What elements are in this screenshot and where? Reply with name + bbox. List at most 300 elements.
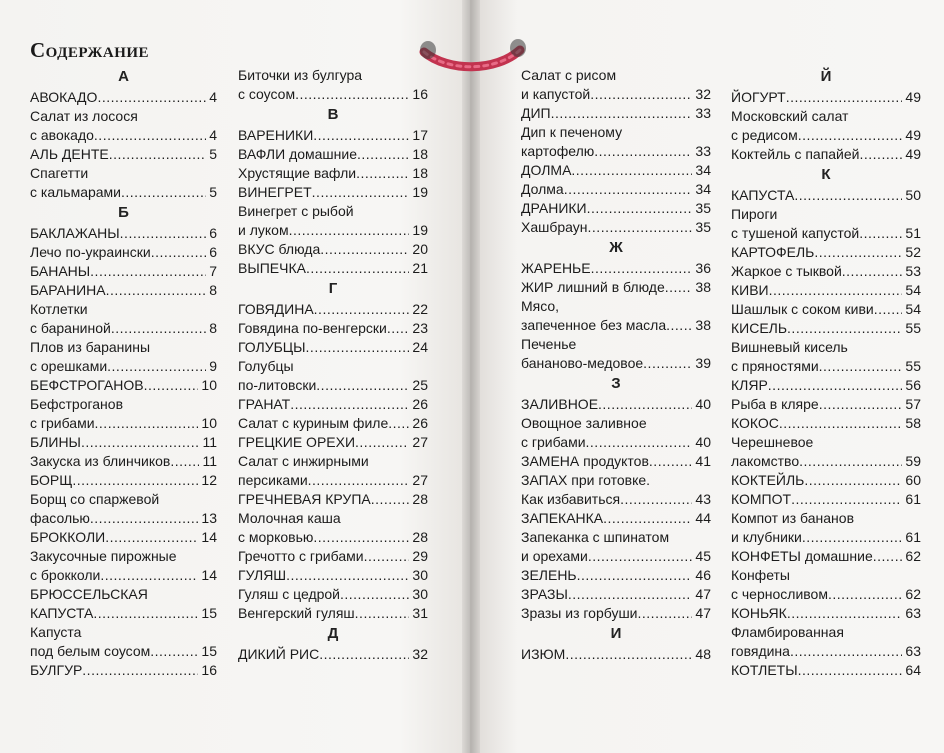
dot-leader <box>290 395 409 414</box>
toc-entry[interactable] <box>238 604 428 623</box>
toc-entry[interactable] <box>731 661 921 680</box>
toc-entry-title: персиками <box>238 472 308 488</box>
toc-entry[interactable] <box>30 642 217 661</box>
toc-entry-line: Салат из лосося <box>30 108 138 124</box>
section-letter: И <box>610 625 622 642</box>
toc-entry-title: с тушеной капустой <box>731 225 860 241</box>
toc-entry[interactable] <box>731 547 921 566</box>
toc-page-number: 43 <box>695 491 711 507</box>
dot-leader <box>814 243 902 262</box>
dot-leader <box>95 414 199 433</box>
toc-entry[interactable] <box>30 262 217 281</box>
toc-entry-title: КЛЯР <box>731 377 768 393</box>
dot-leader <box>571 161 692 180</box>
toc-entry[interactable] <box>238 164 428 183</box>
toc-entry[interactable] <box>238 414 428 433</box>
toc-page-number: 63 <box>905 605 921 621</box>
dot-leader <box>81 433 200 452</box>
dot-leader <box>316 376 409 395</box>
section-letter: Б <box>118 204 129 221</box>
toc-entry[interactable] <box>238 528 428 547</box>
toc-entry[interactable] <box>30 224 217 243</box>
dot-leader <box>371 490 410 509</box>
section-letter: Й <box>820 68 832 85</box>
dot-leader <box>588 547 693 566</box>
toc-entry[interactable] <box>30 414 217 433</box>
toc-column-2 <box>238 66 428 664</box>
toc-entry-line: Пироги <box>731 206 778 222</box>
toc-entry-title: с брокколи <box>30 567 101 583</box>
toc-entry[interactable] <box>238 145 428 164</box>
toc-page-number: 6 <box>209 225 217 241</box>
toc-entry[interactable] <box>30 145 217 164</box>
book-gutter <box>462 0 480 753</box>
dot-leader <box>859 224 902 243</box>
toc-page-number: 12 <box>201 472 217 488</box>
toc-entry-title: ВЫПЕЧКА <box>238 260 306 276</box>
toc-entry-title: ГРАНАТ <box>238 396 291 412</box>
dot-leader <box>306 259 409 278</box>
toc-entry-title: ДРАНИКИ <box>521 200 587 216</box>
dot-leader <box>151 243 207 262</box>
toc-entry-line: БРЮССЕЛЬСКАЯ <box>30 586 148 602</box>
toc-entry-title: и клубники <box>731 529 802 545</box>
dot-leader <box>802 528 903 547</box>
toc-page-number: 11 <box>202 434 217 450</box>
toc-entry-title: Лечо по-украински <box>30 244 151 260</box>
toc-entry[interactable] <box>30 281 217 300</box>
toc-entry-title: ГРЕЦКИЕ ОРЕХИ <box>238 434 356 450</box>
toc-entry-line: Салат с рисом <box>521 67 617 83</box>
section-letter: Ж <box>609 239 623 256</box>
toc-entry-line: Бефстроганов <box>30 396 124 412</box>
toc-entry[interactable] <box>731 243 921 262</box>
toc-page-number: 18 <box>412 165 428 181</box>
toc-entry-title: Гречотто с грибами <box>238 548 364 564</box>
toc-entry-title: КАРТОФЕЛЬ <box>731 244 815 260</box>
toc-page-number: 51 <box>905 225 921 241</box>
dot-leader <box>779 414 903 433</box>
toc-entry[interactable] <box>731 604 921 623</box>
toc-entry[interactable] <box>521 433 711 452</box>
dot-leader <box>295 85 409 104</box>
toc-page-number: 56 <box>905 377 921 393</box>
toc-entry-title: Долма <box>521 181 564 197</box>
toc-entry[interactable] <box>238 338 428 357</box>
dot-leader <box>620 490 692 509</box>
toc-entry[interactable] <box>521 604 711 623</box>
toc-entry-title: ЗАЛИВНОЕ <box>521 396 599 412</box>
toc-entry-title: ЙОГУРТ <box>731 89 786 105</box>
toc-entry[interactable] <box>238 183 428 202</box>
toc-entry[interactable] <box>731 528 921 547</box>
toc-page-number: 50 <box>905 187 921 203</box>
toc-page-number: 63 <box>905 643 921 659</box>
toc-column-4 <box>731 66 921 680</box>
toc-page-number: 19 <box>412 184 428 200</box>
dot-leader <box>594 142 692 161</box>
dot-leader <box>144 376 199 395</box>
toc-entry-line: Конфеты <box>731 567 790 583</box>
toc-entry[interactable] <box>238 585 428 604</box>
dot-leader <box>860 145 903 164</box>
dot-leader <box>591 259 693 278</box>
toc-entry-line: Винегрет с рыбой <box>238 203 354 219</box>
dot-leader <box>364 547 410 566</box>
toc-page-number: 49 <box>905 89 921 105</box>
toc-page-number: 61 <box>905 491 921 507</box>
toc-entry[interactable] <box>30 528 217 547</box>
toc-entry-title: Как избавиться <box>521 491 621 507</box>
toc-entry[interactable] <box>30 319 217 338</box>
dot-leader <box>577 566 693 585</box>
dot-leader <box>603 509 692 528</box>
dot-leader <box>842 262 903 281</box>
toc-entry-title: лакомство <box>731 453 800 469</box>
toc-page-number: 13 <box>201 510 217 526</box>
toc-entry[interactable] <box>521 180 711 199</box>
toc-page-number: 26 <box>412 396 428 412</box>
dot-leader <box>586 433 693 452</box>
toc-entry[interactable] <box>238 376 428 395</box>
toc-page-number: 35 <box>695 219 711 235</box>
toc-entry-title: Говядина по-венгерски <box>238 320 387 336</box>
dot-leader <box>90 509 199 528</box>
dot-leader <box>90 262 206 281</box>
toc-entry-title: ЖИР лишний в блюде <box>521 279 665 295</box>
toc-entry-line: Голубцы <box>238 358 294 374</box>
toc-page-number: 41 <box>695 453 711 469</box>
toc-entry-title: под белым соусом <box>30 643 151 659</box>
toc-entry-title: ВКУС блюда <box>238 241 321 257</box>
toc-entry[interactable] <box>521 142 711 161</box>
toc-entry[interactable] <box>238 490 428 509</box>
toc-entry[interactable] <box>30 243 217 262</box>
toc-entry-title: ГОВЯДИНА <box>238 301 314 317</box>
toc-entry[interactable] <box>30 376 217 395</box>
toc-page-number: 40 <box>695 434 711 450</box>
toc-page-number: 33 <box>695 143 711 159</box>
toc-entry-line: ЗАПАХ при готовке. <box>521 472 651 488</box>
toc-page-number: 9 <box>209 358 217 374</box>
dot-leader <box>819 357 903 376</box>
toc-page-number: 57 <box>905 396 921 412</box>
dot-leader <box>121 183 206 202</box>
toc-entry[interactable] <box>238 240 428 259</box>
toc-entry[interactable] <box>30 566 217 585</box>
toc-entry-line: Компот из бананов <box>731 510 855 526</box>
toc-page-number: 8 <box>209 282 217 298</box>
toc-page-number: 5 <box>209 184 217 200</box>
toc-entry[interactable] <box>238 433 428 452</box>
toc-entry-title: с кальмарами <box>30 184 121 200</box>
toc-entry[interactable] <box>731 281 921 300</box>
toc-page-number: 16 <box>201 662 217 678</box>
toc-entry[interactable] <box>521 645 711 664</box>
toc-page-number: 21 <box>412 260 428 276</box>
dot-leader <box>109 145 206 164</box>
dot-leader <box>587 199 693 218</box>
dot-leader <box>314 300 410 319</box>
toc-entry[interactable] <box>731 395 921 414</box>
toc-entry[interactable] <box>731 490 921 509</box>
toc-entry-line: Котлетки <box>30 301 88 317</box>
toc-entry-title: с морковью <box>238 529 314 545</box>
toc-page-number: 15 <box>201 605 217 621</box>
toc-page-number: 61 <box>905 529 921 545</box>
toc-entry[interactable] <box>731 300 921 319</box>
dot-leader <box>769 281 903 300</box>
toc-entry-title: запеченное без масла <box>521 317 667 333</box>
toc-page-number: 59 <box>905 453 921 469</box>
toc-page-number: 38 <box>695 279 711 295</box>
section-letter: В <box>327 106 339 123</box>
dot-leader <box>388 414 409 433</box>
dot-leader <box>643 354 692 373</box>
toc-entry[interactable] <box>30 183 217 202</box>
toc-entry[interactable] <box>238 319 428 338</box>
toc-entry-title: Рыба в кляре <box>731 396 819 412</box>
toc-entry-line: Молочная каша <box>238 510 341 526</box>
dot-leader <box>355 433 409 452</box>
toc-entry[interactable] <box>521 395 711 414</box>
toc-entry[interactable] <box>521 278 711 297</box>
toc-entry[interactable] <box>30 661 217 680</box>
toc-entry[interactable] <box>30 126 217 145</box>
toc-entry-title: КОКТЕЙЛЬ <box>731 472 805 488</box>
toc-entry[interactable] <box>30 471 217 490</box>
toc-entry[interactable] <box>731 585 921 604</box>
toc-entry[interactable] <box>521 199 711 218</box>
toc-page-number: 36 <box>695 260 711 276</box>
toc-page-number: 34 <box>695 181 711 197</box>
toc-entry[interactable] <box>30 509 217 528</box>
toc-entry-title: БАНАНЫ <box>30 263 91 279</box>
toc-entry-title: БЕФСТРОГАНОВ <box>30 377 144 393</box>
toc-entry-line: Дип к печеному <box>521 124 623 140</box>
toc-entry[interactable] <box>30 88 217 107</box>
toc-entry-title: с грибами <box>521 434 586 450</box>
toc-page-number: 27 <box>412 434 428 450</box>
toc-entry[interactable] <box>521 452 711 471</box>
dot-leader <box>590 85 692 104</box>
dot-leader <box>798 126 903 145</box>
toc-entry[interactable] <box>238 85 428 104</box>
toc-page-number: 39 <box>695 355 711 371</box>
toc-entry[interactable] <box>731 145 921 164</box>
toc-page-number: 52 <box>905 244 921 260</box>
toc-entry-title: ГУЛЯШ <box>238 567 287 583</box>
toc-entry-title: Венгерский гуляш <box>238 605 355 621</box>
toc-entry-title: с авокадо <box>30 127 94 143</box>
toc-entry[interactable] <box>521 354 711 373</box>
toc-page-number: 54 <box>905 282 921 298</box>
section-letter: А <box>118 68 129 85</box>
toc-entry-line: Капуста <box>30 624 82 640</box>
toc-entry[interactable] <box>30 604 217 623</box>
toc-entry[interactable] <box>731 471 921 490</box>
toc-entry-title: АЛЬ ДЕНТЕ <box>30 146 109 162</box>
toc-entry-title: Хашбраун <box>521 219 588 235</box>
toc-entry[interactable] <box>521 104 711 123</box>
toc-page-number: 11 <box>202 453 217 469</box>
toc-entry[interactable] <box>731 88 921 107</box>
toc-page-number: 45 <box>695 548 711 564</box>
toc-entry[interactable] <box>238 471 428 490</box>
dot-leader <box>306 338 410 357</box>
toc-entry[interactable] <box>731 319 921 338</box>
toc-entry-title: КИВИ <box>731 282 769 298</box>
toc-page-number: 28 <box>412 491 428 507</box>
dot-leader <box>791 490 902 509</box>
toc-entry[interactable] <box>521 509 711 528</box>
toc-entry-title: КАПУСТА <box>731 187 795 203</box>
toc-page-number: 23 <box>412 320 428 336</box>
toc-entry-title: КИСЕЛЬ <box>731 320 788 336</box>
dot-leader <box>768 376 903 395</box>
toc-page-number: 16 <box>412 86 428 102</box>
toc-entry-title: Закуска из блинчиков <box>30 453 171 469</box>
toc-page-number: 24 <box>412 339 428 355</box>
dot-leader <box>312 183 410 202</box>
toc-page-number: 49 <box>905 146 921 162</box>
toc-entry-title: БЛИНЫ <box>30 434 81 450</box>
dot-leader <box>340 585 409 604</box>
toc-page-number: 8 <box>209 320 217 336</box>
toc-entry-line: Вишневый кисель <box>731 339 848 355</box>
toc-entry[interactable] <box>30 452 217 471</box>
toc-page-number: 33 <box>695 105 711 121</box>
toc-entry[interactable] <box>731 224 921 243</box>
toc-entry-title: Коктейль с папайей <box>731 146 860 162</box>
toc-entry[interactable] <box>238 259 428 278</box>
toc-entry-title: Хрустящие вафли <box>238 165 357 181</box>
toc-entry[interactable] <box>521 218 711 237</box>
dot-leader <box>551 104 693 123</box>
toc-page-number: 62 <box>905 548 921 564</box>
toc-entry-title: с грибами <box>30 415 95 431</box>
toc-page-number: 44 <box>695 510 711 526</box>
toc-entry[interactable] <box>238 645 428 664</box>
toc-entry-title: с бараниной <box>30 320 111 336</box>
toc-page-number: 19 <box>412 222 428 238</box>
toc-entry[interactable] <box>731 262 921 281</box>
toc-entry[interactable] <box>238 547 428 566</box>
toc-entry[interactable] <box>30 433 217 452</box>
toc-entry-title: ДИП <box>521 105 551 121</box>
dot-leader <box>93 604 198 623</box>
toc-page-number: 17 <box>412 127 428 143</box>
dot-leader <box>97 88 206 107</box>
toc-entry[interactable] <box>731 376 921 395</box>
toc-entry[interactable] <box>731 414 921 433</box>
toc-entry-title: Салат с куриным филе <box>238 415 389 431</box>
toc-entry-title: ЗЕЛЕНЬ <box>521 567 577 583</box>
toc-entry[interactable] <box>521 85 711 104</box>
toc-page-number: 55 <box>905 358 921 374</box>
toc-entry[interactable] <box>521 316 711 335</box>
toc-entry[interactable] <box>521 259 711 278</box>
toc-entry-line: Печенье <box>521 336 577 352</box>
dot-leader <box>286 566 409 585</box>
dot-leader <box>649 452 693 471</box>
toc-entry[interactable] <box>521 566 711 585</box>
dot-leader <box>308 471 410 490</box>
toc-entry[interactable] <box>731 186 921 205</box>
bookmark-cord-icon <box>418 38 526 74</box>
dot-leader <box>356 164 409 183</box>
toc-entry[interactable] <box>30 357 217 376</box>
dot-leader <box>107 357 206 376</box>
toc-page-number: 5 <box>209 146 217 162</box>
dot-leader <box>638 604 693 623</box>
toc-page-number: 38 <box>695 317 711 333</box>
toc-page-number: 18 <box>412 146 428 162</box>
section-letter: К <box>821 166 831 183</box>
toc-entry[interactable] <box>238 566 428 585</box>
toc-entry[interactable] <box>521 585 711 604</box>
toc-page-number: 62 <box>905 586 921 602</box>
toc-entry-title: с черносливом <box>731 586 828 602</box>
toc-entry[interactable] <box>731 452 921 471</box>
toc-page-number: 10 <box>201 415 217 431</box>
dot-leader <box>387 319 410 338</box>
toc-entry[interactable] <box>731 357 921 376</box>
toc-entry[interactable] <box>238 221 428 240</box>
toc-entry-title: ЖАРЕНЬЕ <box>521 260 591 276</box>
toc-page-number: 58 <box>905 415 921 431</box>
toc-page-number: 32 <box>695 86 711 102</box>
toc-entry-title: с редисом <box>731 127 798 143</box>
toc-page-number: 53 <box>905 263 921 279</box>
toc-entry-line: Фламбированная <box>731 624 844 640</box>
toc-entry-title: БОРЩ <box>30 472 73 488</box>
toc-entry[interactable] <box>238 126 428 145</box>
dot-leader <box>355 604 410 623</box>
toc-entry[interactable] <box>521 161 711 180</box>
section-letter: З <box>611 375 621 392</box>
toc-entry[interactable] <box>521 547 711 566</box>
toc-page-number: 28 <box>412 529 428 545</box>
toc-page-number: 55 <box>905 320 921 336</box>
dot-leader <box>105 528 198 547</box>
section-letter: Д <box>327 625 339 642</box>
toc-entry[interactable] <box>238 395 428 414</box>
toc-entry[interactable] <box>731 126 921 145</box>
toc-page-number: 46 <box>695 567 711 583</box>
toc-entry-title: ВАРЕНИКИ <box>238 127 314 143</box>
toc-entry[interactable] <box>521 490 711 509</box>
dot-leader <box>799 452 902 471</box>
toc-entry[interactable] <box>238 300 428 319</box>
dot-leader <box>82 661 198 680</box>
toc-entry-title: БУЛГУР <box>30 662 83 678</box>
dot-leader <box>565 645 692 664</box>
dot-leader <box>873 547 903 566</box>
dot-leader <box>787 604 903 623</box>
toc-entry-title: КАПУСТА <box>30 605 94 621</box>
toc-entry-title: и луком <box>238 222 289 238</box>
dot-leader <box>320 240 409 259</box>
toc-page-number: 30 <box>412 586 428 602</box>
toc-entry-title: Гуляш с цедрой <box>238 586 340 602</box>
toc-entry-line: Плов из баранины <box>30 339 151 355</box>
toc-entry[interactable] <box>731 642 921 661</box>
toc-entry-title: ЗАМЕНА продуктов <box>521 453 649 469</box>
toc-entry-title: ГРЕЧНЕВАЯ КРУПА <box>238 491 371 507</box>
dot-leader <box>568 585 693 604</box>
toc-page-number: 47 <box>695 605 711 621</box>
